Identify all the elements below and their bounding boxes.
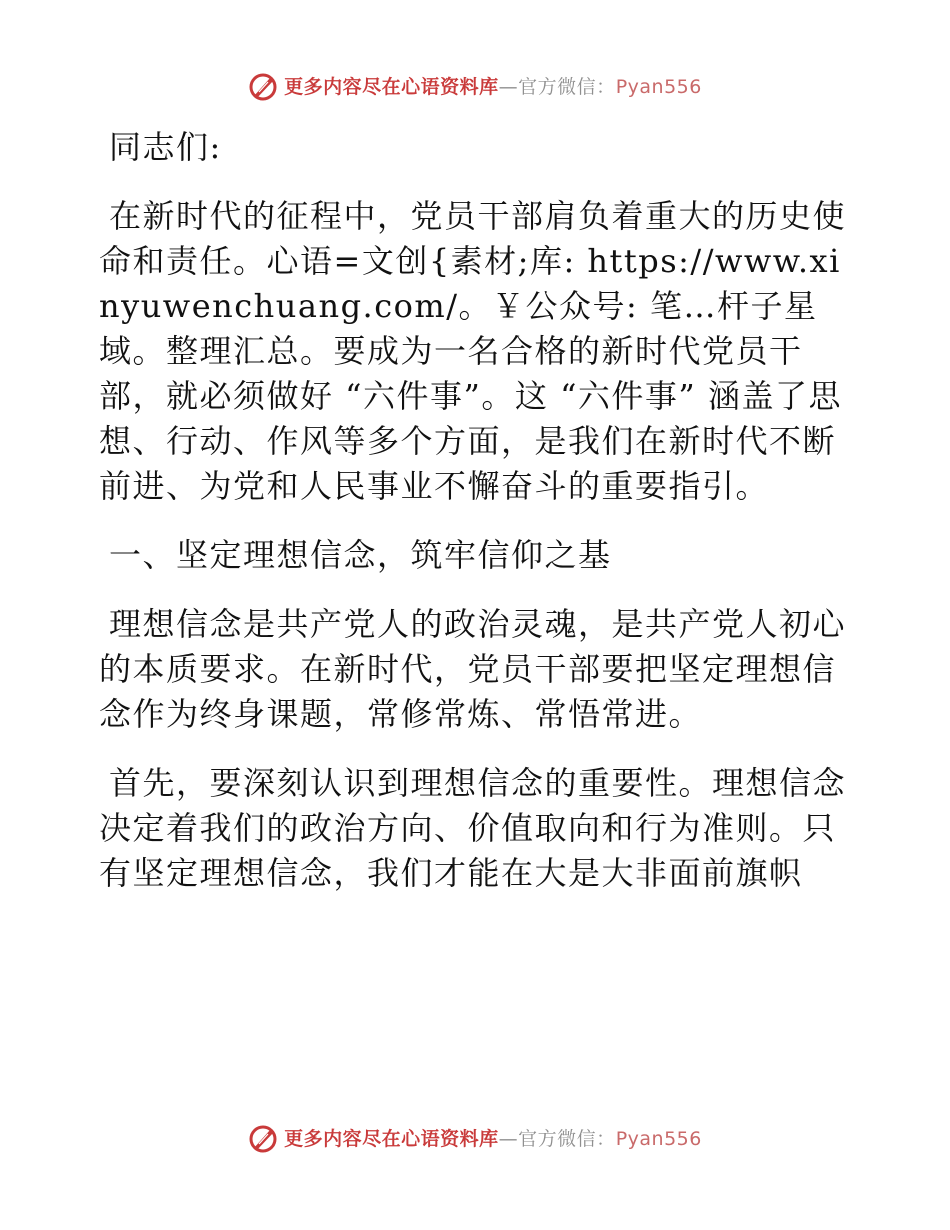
feather-pen-circle-icon: [248, 72, 278, 102]
feather-pen-circle-icon: [248, 1124, 278, 1154]
body-paragraph: 首先，要深刻认识到理想信念的重要性。理想信念决定着我们的政治方向、价值取向和行为准则。只有坚定理想信念，我们才能在大是大非面前旗帜: [99, 764, 847, 892]
salutation: 同志们:: [109, 128, 222, 166]
body-paragraph: 理想信念是共产党人的政治灵魂，是共产党人初心的本质要求。在新时代，党员干部要把坚定理想信念作为终身课题，常修常炼、常悟常进。: [99, 605, 847, 733]
section-heading: 一、坚定理想信念，筑牢信仰之基: [109, 536, 612, 574]
intro-paragraph: 在新时代的征程中，党员干部肩负着重大的历史使命和责任。心语=文创{素材;库: https://www.xinyuwenchuang.com/。￥公众号: 笔…杆子星域。整理汇总。要成为一名合格的新时代党员干部，就必须做好 “六件事”。这 “六件事” 涵盖了思想、行动、作风等多个方面，是我们在新时代不断前进、为党和人民事业不懈奋斗的重要指引。: [99, 197, 847, 505]
document-body: [99, 125, 849, 896]
footer-watermark-banner: [0, 1124, 950, 1154]
header-watermark-text: 更多内容尽在心语资料库—官方微信：Pyan556: [284, 76, 702, 98]
header-watermark-banner: [0, 72, 950, 102]
footer-watermark-text: 更多内容尽在心语资料库—官方微信：Pyan556: [284, 1128, 702, 1150]
